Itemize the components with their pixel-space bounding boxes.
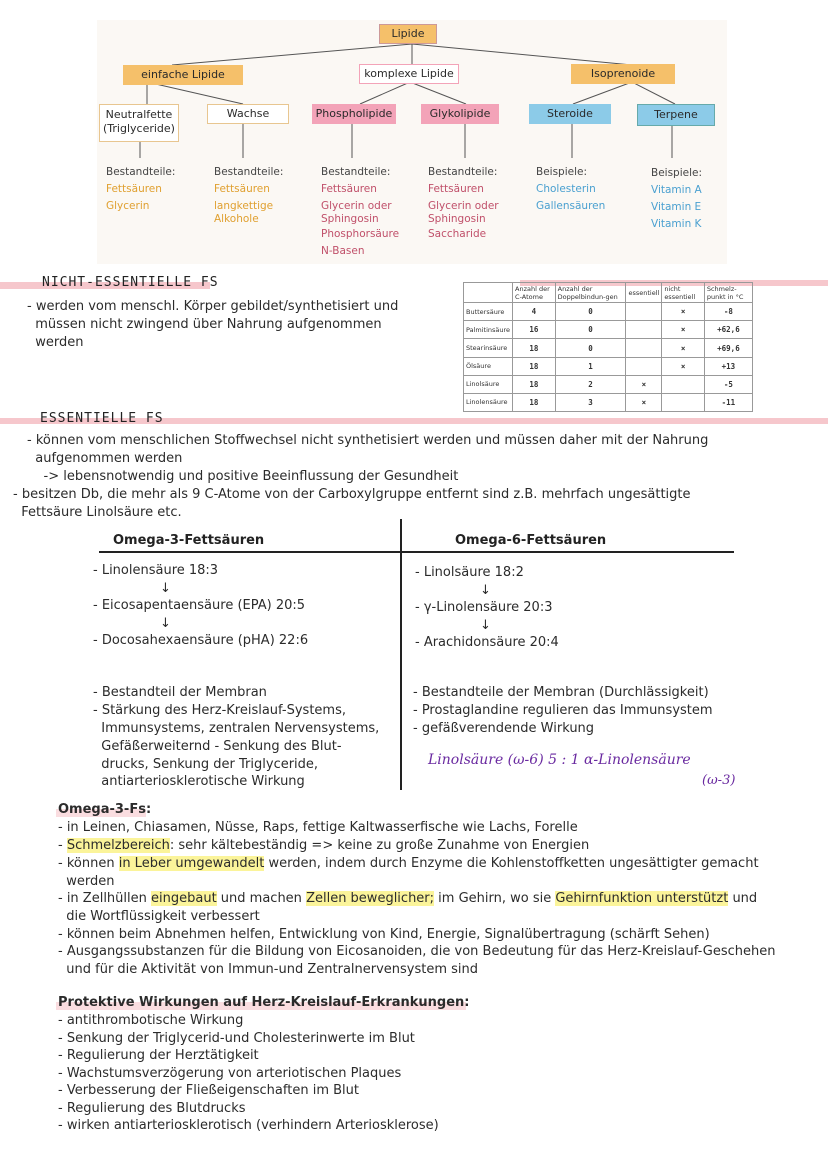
detail-item: langkettige xyxy=(214,200,274,212)
chain-item: - Arachidonsäure 20:4 xyxy=(415,635,559,650)
text-line: - können beim Abnehmen helfen, Entwicklung von Kind, Energie, Signalübertragung (schärft Sehen) xyxy=(58,927,710,942)
table-cell xyxy=(662,393,705,411)
chain-item: - Linolsäure 18:2 xyxy=(415,565,524,580)
fatty-acid-table xyxy=(463,282,753,412)
text-line: aufgenommen werden xyxy=(27,451,183,466)
arrow-down-icon: ↓ xyxy=(160,581,171,596)
list-item: - antithrombotische Wirkung xyxy=(58,1013,244,1028)
text-span: - können xyxy=(58,856,119,871)
group-label: Isoprenoide xyxy=(590,67,656,80)
table-cell: 3 xyxy=(555,393,626,411)
text-line: müssen nicht zwingend über Nahrung aufgenommen xyxy=(27,317,382,332)
list-item: - wirken antiarteriosklerotisch (verhindern Arteriosklerose) xyxy=(58,1118,439,1133)
table-header-cell xyxy=(464,283,513,303)
detail-item: Fettsäuren xyxy=(106,183,162,195)
table-cell: Ölsäure xyxy=(464,357,513,375)
text-line xyxy=(58,837,589,855)
highlight-span: Zellen beweglicher; xyxy=(306,891,435,906)
detail-caption: Bestandteile: xyxy=(321,166,391,178)
detail-item: Saccharide xyxy=(428,228,487,240)
chain-item: - Docosahexaensäure (pHA) 22:6 xyxy=(93,633,309,648)
text-line xyxy=(58,890,757,908)
property-line: Gefäßerweiternd - Senkung des Blut- xyxy=(93,739,342,754)
detail-item: Fettsäuren xyxy=(428,183,484,195)
group-box xyxy=(571,64,675,84)
group-box xyxy=(123,65,243,85)
text-span: : sehr kältebeständig => keine zu große Zunahme von Energien xyxy=(169,838,590,853)
leaf-box xyxy=(529,104,611,124)
detail-caption: Bestandteile: xyxy=(428,166,498,178)
table-header-cell: nicht essentiell xyxy=(662,283,705,303)
detail-item: Vitamin A xyxy=(651,184,702,196)
detail-item: Cholesterin xyxy=(536,183,596,195)
property-line: - gefäßverendende Wirkung xyxy=(413,721,595,736)
section-title: NICHT-ESSENTIELLE FS xyxy=(42,275,219,290)
detail-item: N-Basen xyxy=(321,245,365,257)
table-cell: Stearinsäure xyxy=(464,339,513,357)
table-cell: 18 xyxy=(513,393,556,411)
table-row xyxy=(464,339,753,357)
text-line: -> lebensnotwendig und positive Beeinflussung der Gesundheit xyxy=(27,469,459,484)
table-header-cell: Anzahl der C-Atome xyxy=(513,283,556,303)
detail-item: Glycerin oder xyxy=(321,200,392,212)
table-cell xyxy=(626,303,662,321)
detail-item: Glycerin oder xyxy=(428,200,499,212)
highlight-span: Gehirnfunktion unterstützt xyxy=(555,891,729,906)
leaf-label: Wachse xyxy=(226,107,270,120)
table-cell xyxy=(626,339,662,357)
leaf-box xyxy=(207,104,289,124)
detail-item: Alkohole xyxy=(214,213,259,225)
section-title: Omega-3-Fs: xyxy=(58,802,152,817)
detail-item: Vitamin K xyxy=(651,218,702,230)
table-cell: 2 xyxy=(555,375,626,393)
leaf-label: Steroide xyxy=(547,107,593,120)
table-row xyxy=(464,375,753,393)
table-header-cell: Schmelz-punkt in °C xyxy=(704,283,752,303)
highlight-span: in Leber umgewandelt xyxy=(118,856,265,871)
table-cell: 0 xyxy=(555,339,626,357)
text-line: werden xyxy=(58,874,115,889)
table-cell: × xyxy=(626,393,662,411)
chain-item: - Linolensäure 18:3 xyxy=(93,563,219,578)
table-header-cell: essentiell xyxy=(626,283,662,303)
chain-item: - γ-Linolensäure 20:3 xyxy=(415,600,553,615)
text-line: - in Leinen, Chiasamen, Nüsse, Raps, fettige Kaltwasserfische wie Lachs, Forelle xyxy=(58,820,578,835)
text-span: im Gehirn, wo sie xyxy=(434,891,556,906)
leaf-detail xyxy=(651,165,702,233)
leaf-sublabel: (Triglyceride) xyxy=(103,122,175,136)
leaf-detail xyxy=(106,164,175,215)
detail-caption: Bestandteile: xyxy=(214,166,284,178)
arrow-down-icon: ↓ xyxy=(160,616,171,631)
table-row xyxy=(464,321,753,339)
table-row xyxy=(464,303,753,321)
text-line: und für die Aktivität von Immun-und Zentralnervensystem sind xyxy=(58,962,479,977)
group-box xyxy=(359,64,459,84)
highlight-span: Schmelzbereich xyxy=(66,838,170,853)
table-row xyxy=(464,357,753,375)
detail-item: Sphingosin xyxy=(321,213,379,225)
table-cell: 18 xyxy=(513,375,556,393)
detail-item: Phosphorsäure xyxy=(321,228,400,240)
table-row xyxy=(464,393,753,411)
section-title: Protektive Wirkungen auf Herz-Kreislauf-Erkrankungen: xyxy=(58,995,470,1010)
table-cell: -8 xyxy=(704,303,752,321)
list-item: - Wachstumsverzögerung von arteriotischen Plaques xyxy=(58,1066,402,1081)
chain-item: - Eicosapentaensäure (EPA) 20:5 xyxy=(93,598,306,613)
leaf-detail xyxy=(536,164,605,215)
property-line: - Bestandteil der Membran xyxy=(93,685,267,700)
text-line: die Wortflüssigkeit verbessert xyxy=(58,909,260,924)
detail-caption: Bestandteile: xyxy=(106,166,176,178)
list-item: - Regulierung der Herztätigkeit xyxy=(58,1048,259,1063)
property-line: Immunsystems, zentralen Nervensystems, xyxy=(93,721,380,736)
table-cell: × xyxy=(662,303,705,321)
detail-item: Fettsäuren xyxy=(214,183,270,195)
leaf-box xyxy=(99,104,179,142)
leaf-label: Neutralfette xyxy=(105,108,173,121)
table-header-row xyxy=(464,283,753,303)
leaf-label: Glykolipide xyxy=(429,107,491,120)
text-line: - besitzen Db, die mehr als 9 C-Atome von der Carboxylgruppe entfernt sind z.B. mehrfach ungesättigte xyxy=(13,487,691,502)
detail-caption: Beispiele: xyxy=(651,167,703,179)
table-cell: 4 xyxy=(513,303,556,321)
text-span: und xyxy=(728,891,758,906)
handwritten-ratio-sub: (ω-3) xyxy=(702,773,736,788)
text-span: und machen xyxy=(216,891,307,906)
table-cell: Linolensäure xyxy=(464,393,513,411)
root-box xyxy=(379,24,437,44)
arrow-down-icon: ↓ xyxy=(480,618,491,633)
header-rule xyxy=(99,551,734,553)
arrow-down-icon: ↓ xyxy=(480,583,491,598)
table-header-cell: Anzahl der Doppelbindun-gen xyxy=(555,283,626,303)
omega6-heading: Omega-6-Fettsäuren xyxy=(455,533,607,548)
table-cell: Buttersäure xyxy=(464,303,513,321)
table-cell: -5 xyxy=(704,375,752,393)
detail-item: Gallensäuren xyxy=(536,200,606,212)
text-line: werden xyxy=(27,335,84,350)
table-cell: 0 xyxy=(555,321,626,339)
property-line: - Bestandteile der Membran (Durchlässigkeit) xyxy=(413,685,709,700)
text-line: - Ausgangssubstanzen für die Bildung von Eicosanoiden, die von Bedeutung für das Herz-Kreislauf-Geschehen xyxy=(58,944,776,959)
table-cell: 18 xyxy=(513,339,556,357)
table-cell: Palmitinsäure xyxy=(464,321,513,339)
lipid-tree-diagram xyxy=(97,20,727,264)
list-item: - Regulierung des Blutdrucks xyxy=(58,1101,246,1116)
detail-item: Sphingosin xyxy=(428,213,486,225)
table-cell xyxy=(662,375,705,393)
table-cell: 18 xyxy=(513,357,556,375)
tree-connectors xyxy=(97,20,727,264)
text-line: - werden vom menschl. Körper gebildet/synthetisiert und xyxy=(27,299,399,314)
column-divider xyxy=(400,519,402,790)
table-cell xyxy=(626,357,662,375)
table-cell: 16 xyxy=(513,321,556,339)
table-cell: +13 xyxy=(704,357,752,375)
text-line xyxy=(58,855,759,873)
property-line: drucks, Senkung der Triglyceride, xyxy=(93,757,319,772)
table-cell: × xyxy=(626,375,662,393)
list-item: - Verbesserung der Fließeigenschaften im Blut xyxy=(58,1083,359,1098)
table-cell xyxy=(626,321,662,339)
property-line: - Prostaglandine regulieren das Immunsystem xyxy=(413,703,713,718)
text-line: - können vom menschlichen Stoffwechsel nicht synthetisiert werden und müssen daher mit der Nahrung xyxy=(27,433,709,448)
leaf-box xyxy=(312,104,396,124)
leaf-detail xyxy=(321,164,399,260)
table-cell: 1 xyxy=(555,357,626,375)
table-cell: Linolsäure xyxy=(464,375,513,393)
text-span: - in Zellhüllen xyxy=(58,891,152,906)
list-item: - Senkung der Triglycerid-und Cholesterinwerte im Blut xyxy=(58,1031,415,1046)
table-cell: × xyxy=(662,321,705,339)
highlight-span: eingebaut xyxy=(151,891,217,906)
leaf-detail xyxy=(214,164,283,226)
table-cell: × xyxy=(662,339,705,357)
leaf-box xyxy=(421,104,499,124)
leaf-label: Phospholipide xyxy=(315,107,393,120)
property-line: - Stärkung des Herz-Kreislauf-Systems, xyxy=(93,703,346,718)
text-span: - xyxy=(58,838,67,853)
leaf-detail xyxy=(428,164,499,243)
text-span: werden, indem durch Enzyme die Kohlenstoffketten ungesättigter gemacht xyxy=(264,856,759,871)
detail-item: Vitamin E xyxy=(651,201,702,213)
handwritten-ratio: Linolsäure (ω-6) 5 : 1 α-Linolensäure xyxy=(428,752,691,768)
table-cell: +62,6 xyxy=(704,321,752,339)
property-line: antiarteriosklerotische Wirkung xyxy=(93,774,305,789)
text-line: Fettsäure Linolsäure etc. xyxy=(13,505,182,520)
omega3-heading: Omega-3-Fettsäuren xyxy=(113,533,265,548)
table-cell: -11 xyxy=(704,393,752,411)
detail-item: Glycerin xyxy=(106,200,150,212)
table-cell: 0 xyxy=(555,303,626,321)
leaf-box xyxy=(637,104,715,126)
root-label: Lipide xyxy=(391,27,425,40)
detail-caption: Beispiele: xyxy=(536,166,588,178)
leaf-label: Terpene xyxy=(654,108,698,121)
group-label: einfache Lipide xyxy=(141,68,225,81)
table-cell: +69,6 xyxy=(704,339,752,357)
section-title: ESSENTIELLE FS xyxy=(40,411,164,426)
detail-item: Fettsäuren xyxy=(321,183,377,195)
table-cell: × xyxy=(662,357,705,375)
group-label: komplexe Lipide xyxy=(364,67,454,80)
